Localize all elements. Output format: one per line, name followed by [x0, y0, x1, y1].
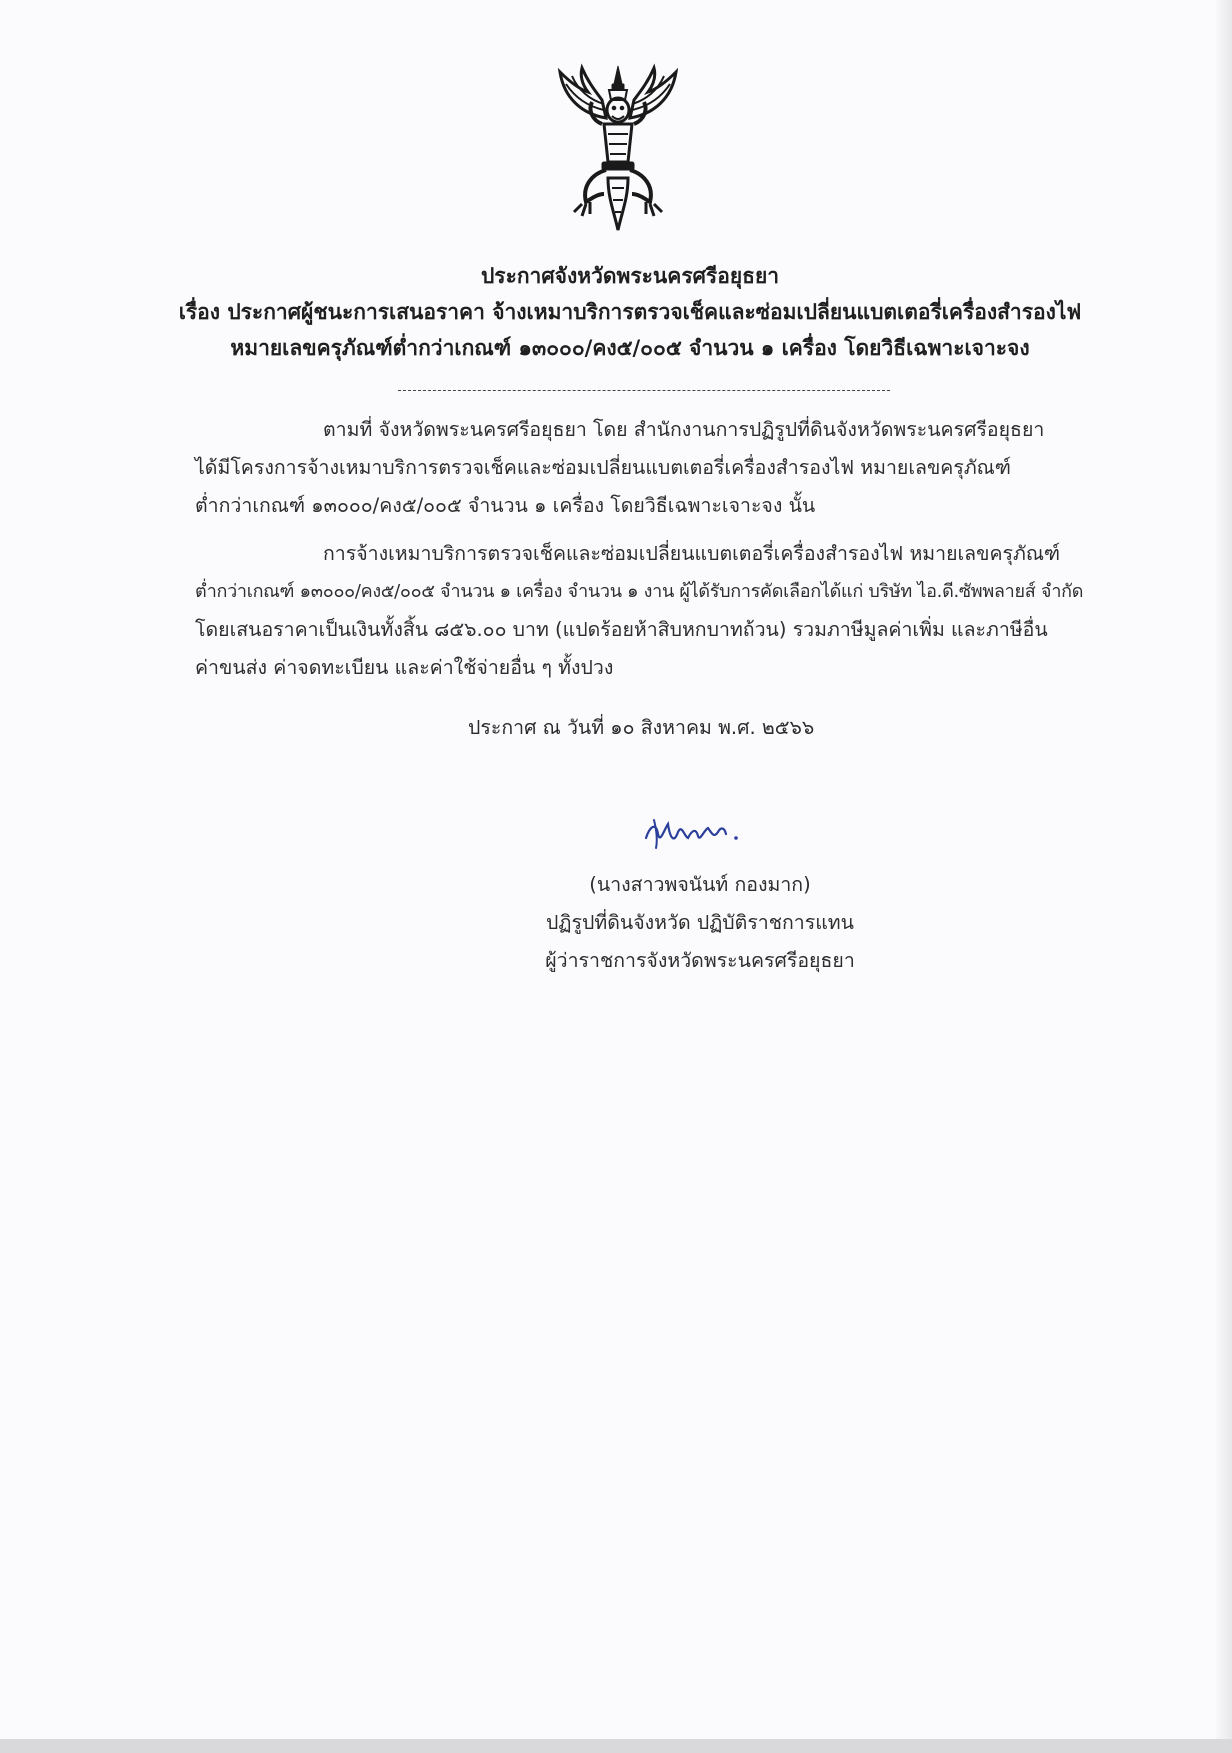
title-line-2: เรื่อง ประกาศผู้ชนะการเสนอราคา จ้างเหมาบริการตรวจเช็คและซ่อมเปลี่ยนแบตเตอรี่เครื่องสำรองไฟ — [178, 300, 1082, 324]
title-separator — [398, 390, 890, 391]
signer-block — [400, 866, 1000, 980]
paragraph-1-line: ต่ำกว่าเกณฑ์ ๑๓๐๐๐/คง๕/๐๐๕ จำนวน ๑ เครื่อง โดยวิธีเฉพาะเจาะจง นั้น — [195, 494, 816, 517]
title-line-3: หมายเลขครุภัณฑ์ต่ำกว่าเกณฑ์ ๑๓๐๐๐/คง๕/๐๐๕ จำนวน ๑ เครื่อง โดยวิธีเฉพาะเจาะจง — [230, 336, 1030, 360]
signer-position-1: ปฏิรูปที่ดินจังหวัด ปฏิบัติราชการแทน — [546, 911, 854, 934]
scan-bottom-strip — [0, 1739, 1232, 1753]
paragraph-1-line: ได้มีโครงการจ้างเหมาบริการตรวจเช็คและซ่อมเปลี่ยนแบตเตอรี่เครื่องสำรองไฟ หมายเลขครุภัณฑ์ — [195, 456, 1011, 479]
page-edge-shadow — [1214, 0, 1232, 1753]
signer-position-2: ผู้ว่าราชการจังหวัดพระนครศรีอยุธยา — [545, 949, 855, 972]
announcement-date: ประกาศ ณ วันที่ ๑๐ สิงหาคม พ.ศ. ๒๕๖๖ — [468, 716, 815, 739]
paragraph-2-line: การจ้างเหมาบริการตรวจเช็คและซ่อมเปลี่ยนแบตเตอรี่เครื่องสำรองไฟ หมายเลขครุภัณฑ์ — [323, 542, 1061, 565]
paragraph-2 — [195, 535, 1125, 687]
paragraph-1-line: ตามที่ จังหวัดพระนครศรีอยุธยา โดย สำนักงานการปฏิรูปที่ดินจังหวัดพระนครศรีอยุธยา — [323, 418, 1045, 441]
paragraph-2-line: โดยเสนอราคาเป็นเงินทั้งสิ้น ๘๕๖.๐๐ บาท (แปดร้อยห้าสิบหกบาทถ้วน) รวมภาษีมูลค่าเพิ่ม และภาษีอื่น — [195, 618, 1048, 641]
paragraph-2-line: ค่าขนส่ง ค่าจดทะเบียน และค่าใช้จ่ายอื่น ๆ ทั้งปวง — [195, 656, 614, 679]
paragraph-2-line: ต่ำกว่าเกณฑ์ ๑๓๐๐๐/คง๕/๐๐๕ จำนวน ๑ เครื่อง จำนวน ๑ งาน ผู้ได้รับการคัดเลือกได้แก่ บริษัท ไอ.ดี.ซัพพลายส์ จำกัด — [195, 581, 1084, 602]
announcement-title — [150, 258, 1110, 366]
signer-name: (นางสาวพจนันท์ กองมาก) — [589, 873, 811, 896]
paragraph-1 — [195, 411, 1125, 525]
title-line-1: ประกาศจังหวัดพระนครศรีอยุธยา — [480, 264, 780, 288]
garuda-emblem-icon — [552, 62, 684, 234]
handwritten-signature — [640, 808, 780, 854]
